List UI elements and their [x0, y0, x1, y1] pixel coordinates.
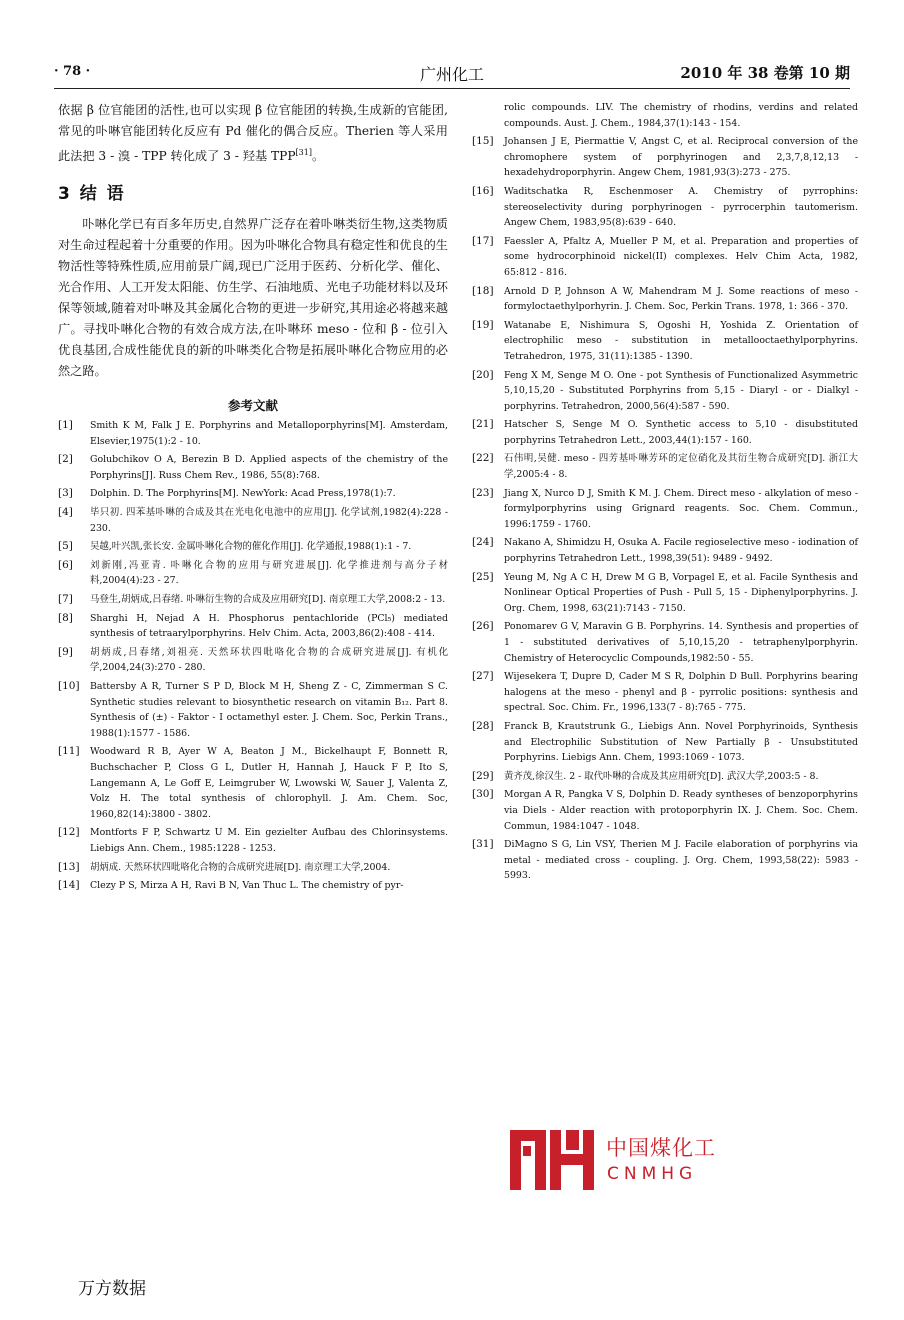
references-list-right — [472, 100, 858, 884]
reference-text: 石伟明,吴健. meso - 四芳基卟啉芳环的定位硝化及其衍生物合成研究[D]. 浙江大学,2005:4 - 8. — [504, 453, 858, 481]
reference-number: [6] — [58, 558, 73, 571]
reference-text: Franck B, Krautstrunk G., Liebigs Ann. Novel Porphyrinoids, Synthesis and Electrophilic Substitution of New Partially β - Unsubstituted Porphyrins. Liebigs Ann. Chem, 1993:1069 - 1073. — [504, 720, 858, 764]
reference-text: Morgan A R, Pangka V S, Dolphin D. Ready syntheses of benzoporphyrins via Diels - Alder reaction with protoporphyrin IX. J. Chem. Soc. Chem. Commun, 1984:1047 - 1048. — [504, 789, 858, 832]
reference-text: Faessler A, Pfaltz A, Mueller P M, et al. Preparation and properties of some hydrocorphinoid nickel(II) complexes. Helv Chim Acta, 1982, 65:812 - 816. — [504, 235, 858, 278]
reference-number: [23] — [472, 486, 494, 499]
cnmhg-logo — [510, 1130, 720, 1194]
reference-number: [13] — [58, 860, 80, 873]
reference-text: Montforts F P, Schwartz U M. Ein gezielter Aufbau des Chlorinsystems. Liebigs Ann. Chem., 1985:1228 - 1253. — [90, 827, 448, 854]
reference-item — [58, 486, 448, 502]
reference-number: [7] — [58, 593, 73, 605]
reference-number: [14] — [58, 879, 80, 892]
reference-text: DiMagno S G, Lin VSY, Therien M J. Facile elaboration of porphyrins via metal - mediated cross - coupling. J. Org. Chem, 1993,58(22): 5983 - 5993. — [504, 839, 858, 882]
reference-item — [472, 451, 858, 482]
reference-text: Sharghi H, Nejad A H. Phosphorus pentachloride (PCl₅) mediated synthesis of tetraarylporphyrins. Helv Chim. Acta, 2003,86(2):408 - 414. — [90, 612, 448, 640]
reference-number: [1] — [58, 419, 73, 432]
reference-number: [27] — [472, 670, 494, 683]
reference-number: [4] — [58, 506, 73, 519]
reference-item — [58, 679, 448, 741]
reference-item — [472, 669, 858, 716]
reference-item — [472, 719, 858, 766]
reference-item — [58, 452, 448, 483]
reference-text: 刘新刚,冯亚青. 卟啉化合物的应用与研究进展[J]. 化学推进剂与高分子材料,2004(4):23 - 27. — [90, 559, 448, 587]
intro-paragraph — [58, 100, 448, 167]
reference-number: [18] — [472, 284, 494, 297]
reference-number: [11] — [58, 745, 80, 758]
reference-item — [58, 744, 448, 822]
reference-text: Golubchikov O A, Berezin B D. Applied aspects of the chemistry of the Porphyrins[J]. Russ Chem Rev., 1986, 55(8):768. — [90, 454, 448, 481]
reference-number: [3] — [58, 487, 73, 500]
reference-item — [472, 570, 858, 617]
reference-text: Wijesekera T, Dupre D, Cader M S R, Dolphin D Bull. Porphyrins bearing halogens at the meso - phenyl and β - pyrrolic positions: synthesis and spectral. Soc. Chim. Fr., 1996,133(7 - 8):765 - 775. — [504, 671, 858, 714]
intro-text: 依据 β 位官能团的活性,也可以实现 β 位官能团的转换,生成新的官能团,常见的卟啉官能团转化反应有 Pd 催化的偶合反应。Therien 等人采用此法把 3 - 溴 - TPP 转化成了 3 - 羟基 TPP — [58, 103, 448, 164]
page-header — [54, 62, 850, 84]
reference-text: Battersby A R, Turner S P D, Block M H, Sheng Z - C, Zimmerman S C. Synthetic studies relevant to biosynthetic research on vitamin B₁₂. Part 8. Synthesis of (±) - Faktor - I octamethyl ester. J. Chem. Soc, Perkin Trans., 1988(1):1577 - 1586. — [90, 680, 448, 739]
reference-item — [472, 619, 858, 666]
reference-text: Woodward R B, Ayer W A, Beaton J M., Bickelhaupt F, Bonnett R, Buchschacher P, Closs G L, Dutler H, Hannah J, Hauck F P, Ito S, Langemann A, Le Goff E, Leimgruber W, Lwowski W, Sauer J, Valenta Z, Volz H. The total synthesis of chlorophyll. J. Am. Chem. Soc, 1960,82(14):3800 - 3802. — [90, 746, 448, 820]
reference-item — [472, 769, 858, 785]
reference-item — [58, 825, 448, 856]
reference-text: Waditschatka R, Eschenmoser A. Chemistry of pyrrophins: stereoselectivity during porphyrinogen - pyrrocerphin tautomerism. Angew Chem, 1983,95(8):639 - 640. — [504, 185, 858, 229]
reference-text: Dolphin. D. The Porphyrins[M]. NewYork: Acad Press,1978(1):7. — [90, 488, 396, 500]
reference-text: Ponomarev G V, Maravin G B. Porphyrins. 14. Synthesis and properties of 1 - substituted derivatives of 5,10,15,20 - tetraphenylporphyrin. Chemistry of Heterocyclic Compounds,1982:50 - 55. — [504, 621, 858, 664]
left-column — [58, 100, 448, 897]
reference-text: Nakano A, Shimidzu H, Osuka A. Facile regioselective meso - iodination of porphyrins Tetrahedron Lett., 1998,39(51): 9489 - 9492. — [504, 537, 858, 565]
reference-number: [10] — [58, 679, 80, 692]
reference-number: [20] — [472, 368, 494, 381]
citation-31: [31] — [295, 148, 312, 157]
section-title: 3 结 语 — [58, 184, 126, 205]
references-title: 参考文献 — [227, 398, 278, 414]
reference-number: [25] — [472, 570, 494, 583]
reference-number: [28] — [472, 719, 494, 732]
cnmhg-logo-mark — [510, 1130, 598, 1190]
reference-item — [472, 318, 858, 365]
reference-number: [15] — [472, 135, 494, 148]
page-number: · 78 · — [54, 64, 91, 79]
reference-item — [472, 368, 858, 415]
reference-item — [58, 539, 448, 555]
reference-number: [24] — [472, 536, 494, 549]
reference-item — [472, 234, 858, 281]
reference-text: rolic compounds. LIV. The chemistry of rhodins, verdins and related compounds. Aust. J. Chem., 1984,37(1):143 - 154. — [504, 102, 858, 129]
reference-text: 黄齐茂,徐汉生. 2 - 取代卟啉的合成及其应用研究[D]. 武汉大学,2003:5 - 8. — [504, 770, 819, 782]
reference-item — [58, 878, 448, 894]
reference-item — [58, 592, 448, 608]
reference-text: Jiang X, Nurco D J, Smith K M. J. Chem. Direct meso - alkylation of meso - formylporphyrins using Grignard reagents. Soc. Chem. Commun., 1996:1759 - 1760. — [504, 487, 858, 530]
reference-text: 毕只初. 四苯基卟啉的合成及其在光电化电池中的应用[J]. 化学试剂,1982(4):228 - 230. — [90, 507, 448, 534]
reference-number: [5] — [58, 540, 73, 553]
reference-item — [58, 558, 448, 589]
reference-text: Johansen J E, Piermattie V, Angst C, et al. Reciprocal conversion of the chromophere system of porphyrinogen and 2,3,7,8,12,13 - hexadehydroporphyrin. Angew Chem, 1981,93(3):273 - 275. — [504, 136, 858, 179]
conclusion-paragraph: 卟啉化学已有百多年历史,自然界广泛存在着卟啉类衍生物,这类物质对生命过程起着十分重要的作用。因为卟啉化合物具有稳定性和优良的生物活性等特殊性质,应用前景广阔,现已广泛用于医药、分析化学、催化、光合作用、人工开发太阳能、仿生学、石油地质、光电子功能材料以及环保等领域,随着对卟啉及其金属化合物的更进一步研究,其用途必将越来越广。寻找卟啉化合物的有效合成方法,在卟啉环 meso - 位和 β - 位引入优良基团,合成性能优良的新的卟啉类化合物是拓展卟啉化合物应用的必然之路。 — [58, 217, 448, 379]
reference-number: [26] — [472, 620, 494, 633]
reference-item — [472, 184, 858, 231]
reference-text: Feng X M, Senge M O. One - pot Synthesis of Functionalized Asymmetric 5,10,15,20 - Substituted Porphyrins from 5,15 - Diaryl - or - Dialkyl - porphyrins. Tetrahedron, 2000,56(4):587 - 590. — [504, 369, 858, 412]
reference-text: Yeung M, Ng A C H, Drew M G B, Vorpagel E, et al. Facile Synthesis and Nonlinear Optical Properties of Push - Pull 5, 15 - Diphenylporphyrins. J. Org. Chem, 1998, 63(21):7143 - 7150. — [504, 571, 858, 614]
intro-end: 。 — [311, 149, 325, 164]
reference-item — [58, 418, 448, 449]
reference-item — [58, 505, 448, 536]
reference-item — [472, 787, 858, 834]
reference-item — [472, 134, 858, 181]
reference-text: Smith K M, Falk J E. Porphyrins and Metalloporphyrins[M]. Amsterdam, Elsevier,1975(1):2 - 10. — [90, 420, 448, 447]
reference-text: Clezy P S, Mirza A H, Ravi B N, Van Thuc L. The chemistry of pyr- — [90, 880, 404, 892]
reference-item — [58, 645, 448, 676]
reference-text: Hatscher S, Senge M O. Synthetic access to 5,10 - disubstituted porphyrins Tetrahedron Lett., 2003,44(1):157 - 160. — [504, 419, 858, 446]
reference-text: Arnold D P, Johnson A W, Mahendram M J. Some reactions of meso - formyloctaethylporhyrin. J. Chem. Soc, Perkin Trans. 1978, 1: 366 - 370. — [504, 285, 858, 313]
reference-item — [472, 837, 858, 884]
reference-item — [58, 611, 448, 642]
reference-number: [29] — [472, 769, 494, 782]
reference-item — [472, 486, 858, 533]
reference-number: [31] — [472, 838, 494, 851]
reference-text: 吴越,叶兴凯,张长安. 金属卟啉化合物的催化作用[J]. 化学通报,1988(1):1 - 7. — [90, 541, 412, 553]
journal-name: 广州化工 — [419, 65, 484, 84]
reference-item — [472, 100, 858, 131]
reference-number: [19] — [472, 318, 494, 331]
reference-number: [17] — [472, 234, 494, 247]
reference-item — [472, 284, 858, 315]
header-rule — [54, 88, 850, 89]
reference-item — [472, 535, 858, 566]
logo-chinese-text: 中国煤化工 — [606, 1136, 716, 1160]
reference-number: [22] — [472, 452, 494, 465]
footer-watermark: 万方数据 — [78, 1279, 146, 1299]
references-list-left — [58, 418, 448, 894]
reference-item — [472, 417, 858, 448]
reference-text: 胡炳成,吕春绪,刘祖亮. 天然环状四吡咯化合物的合成研究进展[J]. 有机化学,2004,24(3):270 - 280. — [90, 646, 448, 674]
right-column — [472, 100, 858, 887]
reference-text: Watanabe E, Nishimura S, Ogoshi H, Yoshida Z. Orientation of electrophilic meso - substitution in metallooctaethylporphyrins. Tetrahedron, 1975, 31(11):1385 - 1390. — [504, 319, 858, 362]
reference-number: [2] — [58, 453, 73, 466]
reference-number: [9] — [58, 645, 73, 658]
logo-english-text: CNMHG — [607, 1164, 698, 1184]
journal-issue: 2010 年 38 卷第 10 期 — [680, 64, 850, 82]
reference-number: [16] — [472, 184, 494, 197]
reference-item — [58, 860, 448, 876]
reference-number: [12] — [58, 826, 80, 839]
reference-number: [21] — [472, 418, 494, 431]
reference-number: [8] — [58, 611, 73, 624]
reference-number: [30] — [472, 788, 494, 801]
reference-text: 胡炳成. 天然环状四吡咯化合物的合成研究进展[D]. 南京理工大学,2004. — [90, 861, 391, 873]
reference-text: 马登生,胡炳成,吕春绪. 卟啉衍生物的合成及应用研究[D]. 南京理工大学,2008:2 - 13. — [90, 594, 446, 605]
